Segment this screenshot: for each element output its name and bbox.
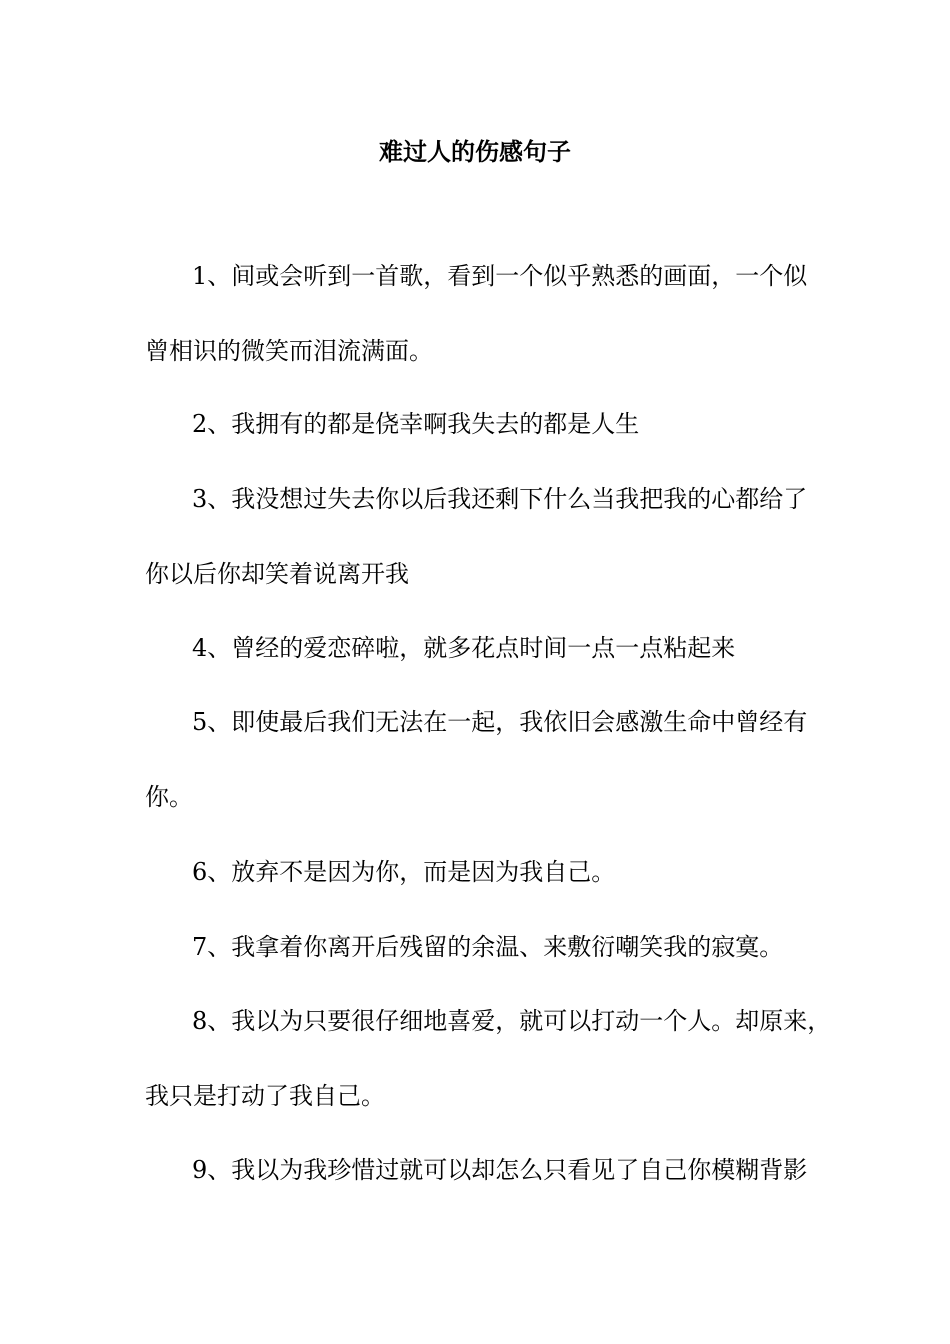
text-line-9: 6、放弃不是因为你，而是因为我自己。: [192, 858, 616, 886]
text-line-7: 5、即使最后我们无法在一起，我依旧会感激生命中曾经有: [192, 708, 808, 736]
text-line-10: 7、我拿着你离开后残留的余温、来敷衍嘲笑我的寂寞。: [192, 933, 784, 961]
text-line-8: 你。: [145, 783, 193, 811]
text-line-6: 4、曾经的爱恋碎啦，就多花点时间一点一点粘起来: [192, 634, 736, 662]
text-line-1: 1、间或会听到一首歌，看到一个似乎熟悉的画面，一个似: [192, 262, 808, 290]
text-line-3: 2、我拥有的都是侥幸啊我失去的都是人生: [192, 410, 640, 438]
text-line-4: 3、我没想过失去你以后我还剩下什么当我把我的心都给了: [192, 485, 808, 513]
text-line-12: 我只是打动了我自己。: [145, 1082, 385, 1110]
document-title: 难过人的伤感句子: [379, 137, 571, 166]
text-line-13: 9、我以为我珍惜过就可以却怎么只看见了自己你模糊背影: [192, 1156, 808, 1184]
text-line-2: 曾相识的微笑而泪流满面。: [145, 337, 433, 365]
text-line-5: 你以后你却笑着说离开我: [145, 560, 409, 588]
text-line-11: 8、我以为只要很仔细地喜爱，就可以打动一个人。却原来，: [192, 1007, 832, 1035]
